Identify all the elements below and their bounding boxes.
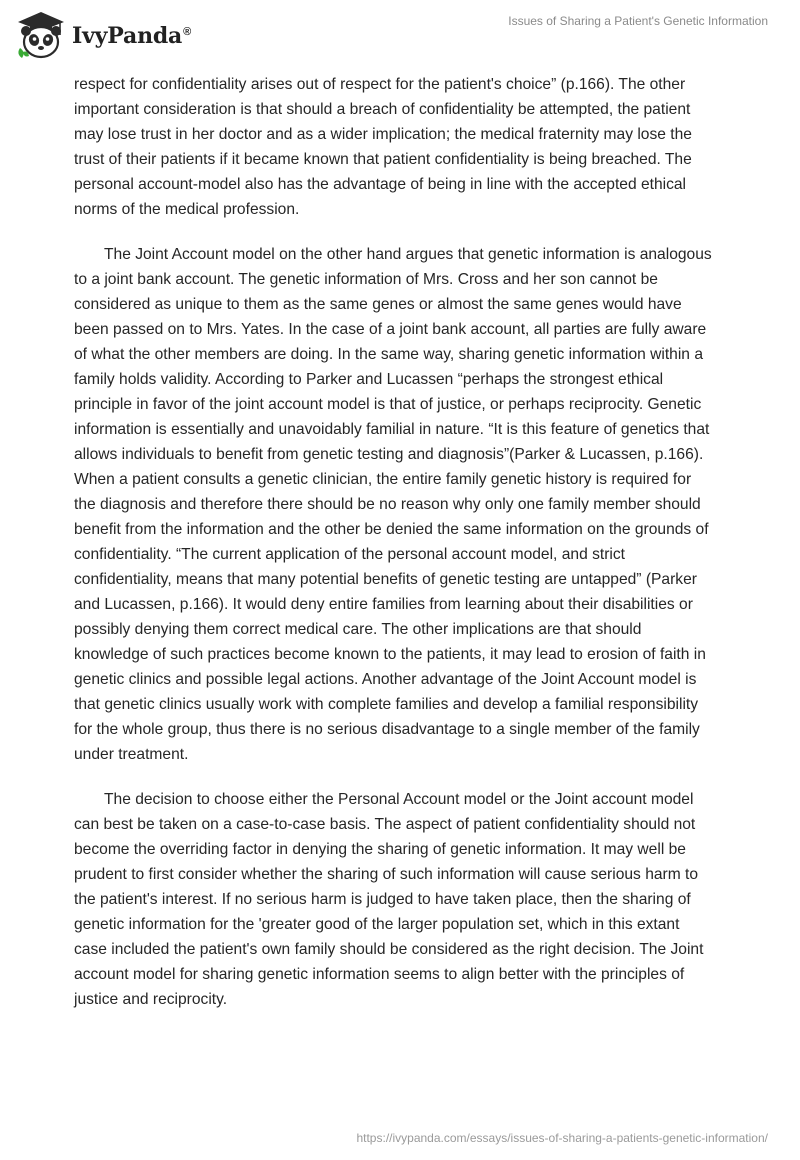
paragraph: The Joint Account model on the other hand argues that genetic information is analogous to a joint bank account. The genetic information of Mrs. Cross and her son cannot be considered as unique to them as the same genes or almost the same genes would have been passed on to Mrs. Yates. In the case of a joint bank account, all parties are fully aware of what the other members are doing. In the same way, sharing genetic information within a family holds validity. According to Parker and Lucassen “perhaps the strongest ethical principle in favor of the joint account model is that of justice, or perhaps reciprocity. Genetic information is essentially and unavoidably familial in nature. “It is this feature of genetics that allows individuals to benefit from genetic testing and diagnosis”(Parker & Lucassen, p.166). When a patient consults a genetic clinician, the entire family genetic history is required for the diagnosis and therefore there should be no reason why only one family member should benefit from the information and the other be denied the same information on the grounds of confidentiality. “The current application of the personal account model, and strict confidentiality, means that many potential benefits of genetic testing are untapped” (Parker and Lucassen, p.166). It would deny entire families from learning about their disabilities or possibly denying them correct medical care. The other implications are that should knowledge of such practices become known to the patients, it may lead to erosion of faith in genetic clinics and possible legal actions. Another advantage of the Joint Account model is that genetic clinics usually work with complete families and develop a familial responsibility for the whole group, thus there is no serious disadvantage to a single member of the family under treatment.	[74, 246, 712, 763]
paragraph: The decision to choose either the Personal Account model or the Joint account model can best be taken on a case-to-case basis. The aspect of patient confidentiality should not become the overriding factor in denying the sharing of genetic information. It may well be prudent to first consider whether the sharing of such information will cause serious harm to the patient's interest. If no serious harm is judged to have taken place, then the sharing of genetic information for the 'greater good of the larger population set, which in this extant case included the patient's own family should be considered as the right decision. The Joint account model for sharing genetic information seems to align better with the principles of justice and reciprocity.	[74, 791, 704, 1008]
document-title: Issues of Sharing a Patient's Genetic Information	[508, 14, 768, 28]
page-header	[0, 0, 800, 70]
panda-graduate-logo-icon	[14, 8, 68, 62]
source-url[interactable]: https://ivypanda.com/essays/issues-of-sharing-a-patients-genetic-information/	[356, 1131, 768, 1145]
brand-name	[72, 23, 191, 49]
brand-name-text: IvyPanda	[72, 23, 183, 49]
essay-body	[74, 72, 714, 1032]
registered-mark: ®	[183, 25, 192, 38]
brand-logo[interactable]	[14, 8, 191, 62]
paragraph: respect for confidentiality arises out of respect for the patient's choice” (p.166). The other important consideration is that should a breach of confidentiality be attempted, the patient may lose trust in her doctor and as a wider implication; the medical fraternity may lose the trust of their patients if it became known that patient confidentiality is being breached. The personal account-model also has the advantage of being in line with the accepted ethical norms of the medical profession.	[74, 76, 692, 218]
